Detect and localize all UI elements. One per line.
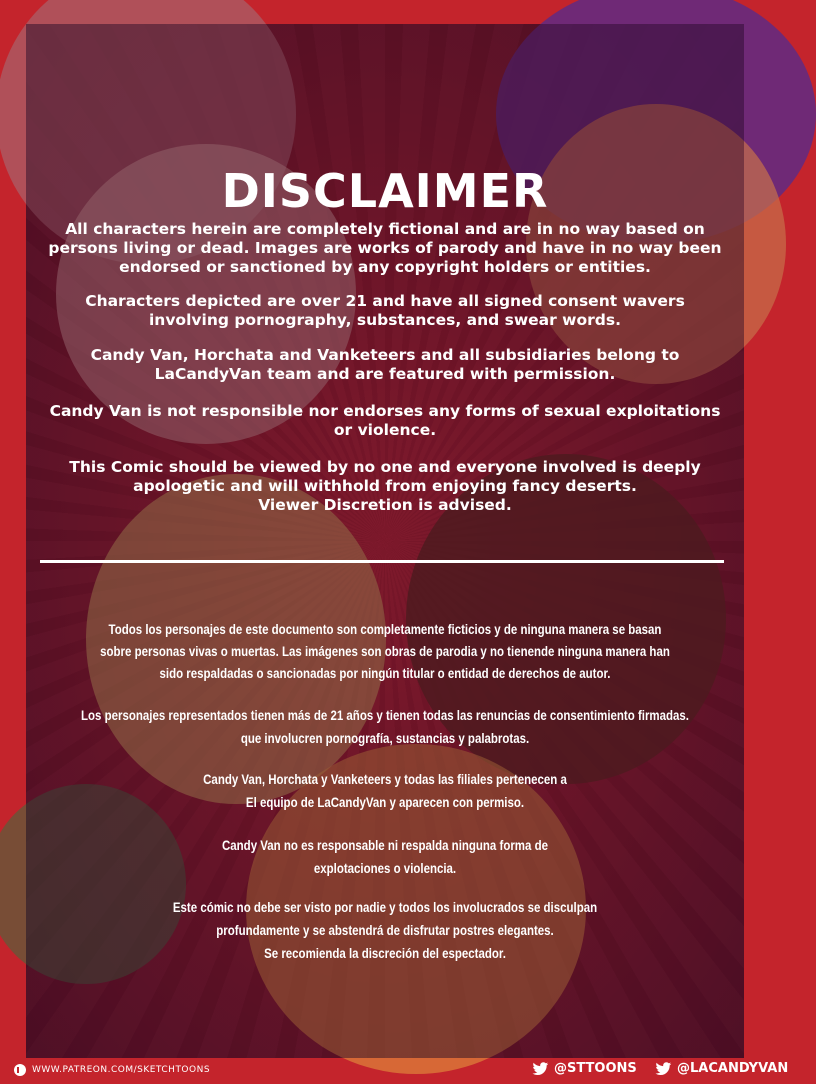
twitter-handle-2: @LACANDYVAN (677, 1061, 789, 1076)
english-paragraph-ownership: Candy Van, Horchata and Vanketeers and all subsidiaries belong to LaCandyVan team and are featured with permission. (90, 346, 680, 383)
background-artwork (26, 24, 744, 1058)
page-title: DISCLAIMER (221, 164, 549, 218)
spanish-paragraph-age-cont: que involucren pornografía, sustancias y palabrotas. (240, 730, 530, 746)
spanish-paragraph-responsibility: Candy Van no es responsable ni respalda ninguna forma de (221, 837, 548, 853)
spanish-paragraph-ownership-cont: El equipo de LaCandyVan y aparecen con permiso. (245, 794, 525, 810)
patreon-icon (14, 1064, 26, 1076)
spanish-paragraph-viewing: Este cómic no debe ser visto por nadie y todos los involucrados se disculpan (172, 899, 598, 915)
english-paragraph-age: Characters depicted are over 21 and have all signed consent wavers involving pornography, substances, and swear words. (85, 292, 685, 329)
english-paragraph-fiction: All characters herein are completely fictional and are in no way based on persons living or dead. Images are works of parody and have in no way been endorsed or sanctioned by any copyright holders or entities. (48, 220, 722, 276)
twitter-bird-icon (655, 1062, 672, 1076)
disclaimer-content (26, 24, 744, 1058)
patreon-link[interactable] (14, 1064, 210, 1076)
spanish-paragraph-fiction: Todos los personajes de este documento son completamente ficticios y de ninguna manera se basan sobre personas vivas o muertas. Las imágenes son obras de parodia y no tienende ninguna manera han sido respaldadas o sancionadas por ningún titular o entidad de derechos de autor. (100, 621, 670, 681)
spanish-paragraph-viewing-cont: profundamente y se abstendrá de disfrutar postres elegantes. (216, 922, 554, 938)
spanish-paragraph-ownership: Candy Van, Horchata y Vanketeers y todas las filiales pertenecen a (203, 771, 567, 787)
twitter-link-sttoons[interactable] (532, 1061, 637, 1076)
english-paragraph-responsibility: Candy Van is not responsible nor endorses any forms of sexual exploitations or violence. (49, 402, 721, 439)
twitter-link-lacandyvan[interactable] (655, 1061, 788, 1076)
patreon-url: WWW.PATREON.COM/SKETCHTOONS (32, 1065, 211, 1075)
english-paragraph-viewing: This Comic should be viewed by no one and everyone involved is deeply apologetic and will withhold from enjoying fancy deserts. (69, 458, 701, 495)
footer-bar (0, 1058, 789, 1084)
twitter-handle-1: @STTOONS (554, 1061, 637, 1076)
spanish-paragraph-age: Los personajes representados tienen más de 21 años y tienen todas las renuncias de consentimiento firmadas. (80, 707, 690, 723)
english-paragraph-discretion: Viewer Discretion is advised. (258, 496, 512, 514)
twitter-bird-icon (532, 1062, 549, 1076)
spanish-paragraph-responsibility-cont: explotaciones o violencia. (313, 860, 457, 876)
section-divider (40, 560, 724, 563)
spanish-paragraph-discretion: Se recomienda la discreción del espectador. (264, 945, 506, 961)
